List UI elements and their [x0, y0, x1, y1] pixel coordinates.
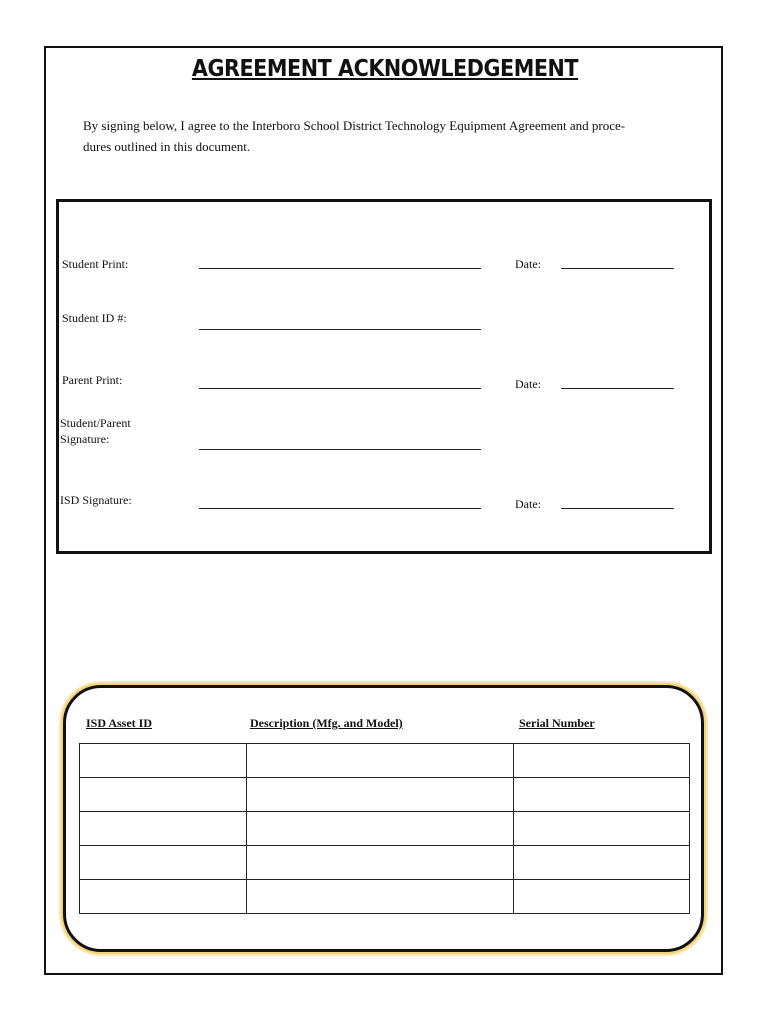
- intro-line-1: By signing below, I agree to the Interboro School District Technology Equipment Agreement and proce-: [83, 118, 626, 133]
- description-cell[interactable]: [246, 846, 514, 880]
- date-label: Date:: [515, 377, 541, 391]
- asset-id-header: ISD Asset ID: [86, 716, 153, 730]
- student-id-label: Student ID #:: [62, 311, 127, 325]
- date-label: Date:: [515, 497, 541, 511]
- isd-signature-label: ISD Signature:: [60, 493, 132, 507]
- description-cell[interactable]: [246, 744, 514, 778]
- serial-number-cell[interactable]: [514, 812, 690, 846]
- description-cell[interactable]: [246, 880, 514, 914]
- description-cell[interactable]: [246, 812, 514, 846]
- serial-number-cell[interactable]: [514, 846, 690, 880]
- asset-id-cell[interactable]: [80, 880, 247, 914]
- intro-line-2: dures outlined in this document.: [83, 139, 251, 154]
- signature-form: [56, 199, 712, 554]
- description-cell[interactable]: [246, 778, 514, 812]
- table-row: [80, 846, 690, 880]
- asset-id-cell[interactable]: [80, 744, 247, 778]
- serial-number-cell[interactable]: [514, 880, 690, 914]
- student-date-field[interactable]: [561, 268, 674, 269]
- student-print-field[interactable]: [199, 268, 481, 269]
- asset-id-cell[interactable]: [80, 778, 247, 812]
- asset-id-cell[interactable]: [80, 812, 247, 846]
- signature-label-line-1: Student/Parent: [60, 416, 131, 430]
- student-print-label: Student Print:: [62, 257, 129, 271]
- asset-id-cell[interactable]: [80, 846, 247, 880]
- parent-print-label: Parent Print:: [62, 373, 123, 387]
- isd-signature-field[interactable]: [199, 508, 481, 509]
- page-title: AGREEMENT ACKNOWLEDGEMENT: [191, 56, 579, 82]
- table-row: [80, 880, 690, 914]
- serial-number-header: Serial Number: [519, 716, 595, 730]
- isd-date-field[interactable]: [561, 508, 674, 509]
- parent-date-field[interactable]: [561, 388, 674, 389]
- table-row: [80, 744, 690, 778]
- serial-number-cell[interactable]: [514, 744, 690, 778]
- asset-table: [79, 743, 690, 914]
- table-row: [80, 812, 690, 846]
- table-row: [80, 778, 690, 812]
- serial-number-cell[interactable]: [514, 778, 690, 812]
- intro-paragraph: [83, 115, 673, 157]
- signature-label-line-2: Signature:: [60, 432, 110, 446]
- student-parent-signature-field[interactable]: [199, 449, 481, 450]
- student-id-field[interactable]: [199, 329, 481, 330]
- description-header: Description (Mfg. and Model): [250, 716, 403, 730]
- date-label: Date:: [515, 257, 541, 271]
- parent-print-field[interactable]: [199, 388, 481, 389]
